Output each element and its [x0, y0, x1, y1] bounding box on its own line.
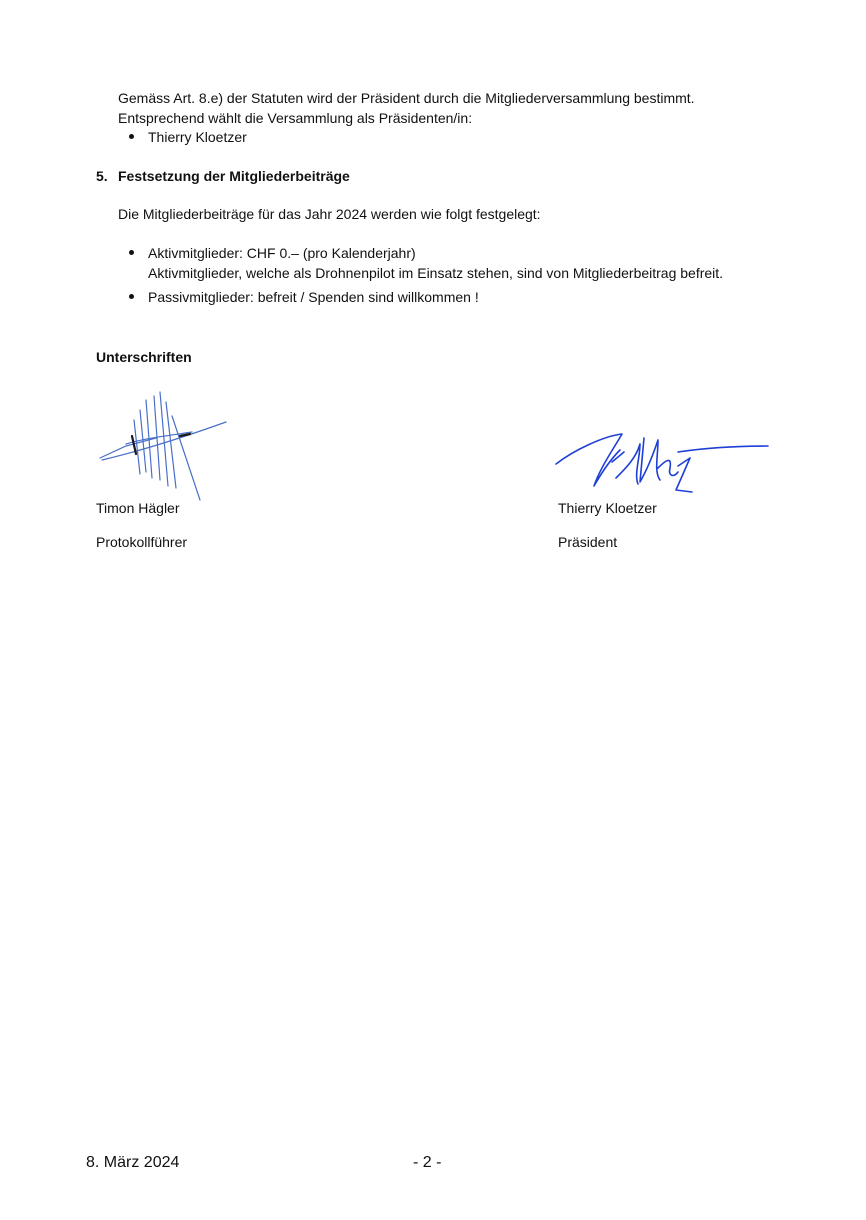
intro-line-2: Entsprechend wählt die Versammlung als Präsidenten/in:: [118, 110, 473, 126]
fee-item-active: Aktivmitglieder: CHF 0.– (pro Kalenderjahr): [148, 245, 416, 261]
section-paragraph: Die Mitgliederbeiträge für das Jahr 2024 werden wie folgt festgelegt:: [118, 206, 541, 222]
section-title: Festsetzung der Mitgliederbeiträge: [118, 168, 350, 184]
footer-page-number: - 2 -: [413, 1154, 442, 1171]
intro-line-1: Gemäss Art. 8.e) der Statuten wird der Präsident durch die Mitgliederversammlung bestimmt.: [118, 90, 695, 106]
signature-right-handwriting: [554, 428, 774, 498]
bullet-icon: [129, 134, 134, 139]
signer-left-role: Protokollführer: [96, 534, 188, 550]
bullet-icon: [129, 294, 134, 299]
section-number: 5.: [96, 168, 108, 184]
signer-right-role: Präsident: [558, 534, 618, 550]
footer-date: 8. März 2024: [86, 1154, 180, 1171]
signer-left-name: Timon Hägler: [96, 500, 180, 516]
bullet-icon: [129, 250, 134, 255]
fee-item-active-note: Aktivmitglieder, welche als Drohnenpilot im Einsatz stehen, sind von Mitgliederbeitrag befreit.: [148, 265, 724, 281]
fee-item-passive: Passivmitglieder: befreit / Spenden sind willkommen !: [148, 289, 479, 305]
signature-left-handwriting: [96, 388, 236, 503]
president-name-bullet: Thierry Kloetzer: [148, 129, 247, 145]
signer-right-name: Thierry Kloetzer: [558, 500, 657, 516]
signatures-heading: Unterschriften: [96, 349, 192, 365]
